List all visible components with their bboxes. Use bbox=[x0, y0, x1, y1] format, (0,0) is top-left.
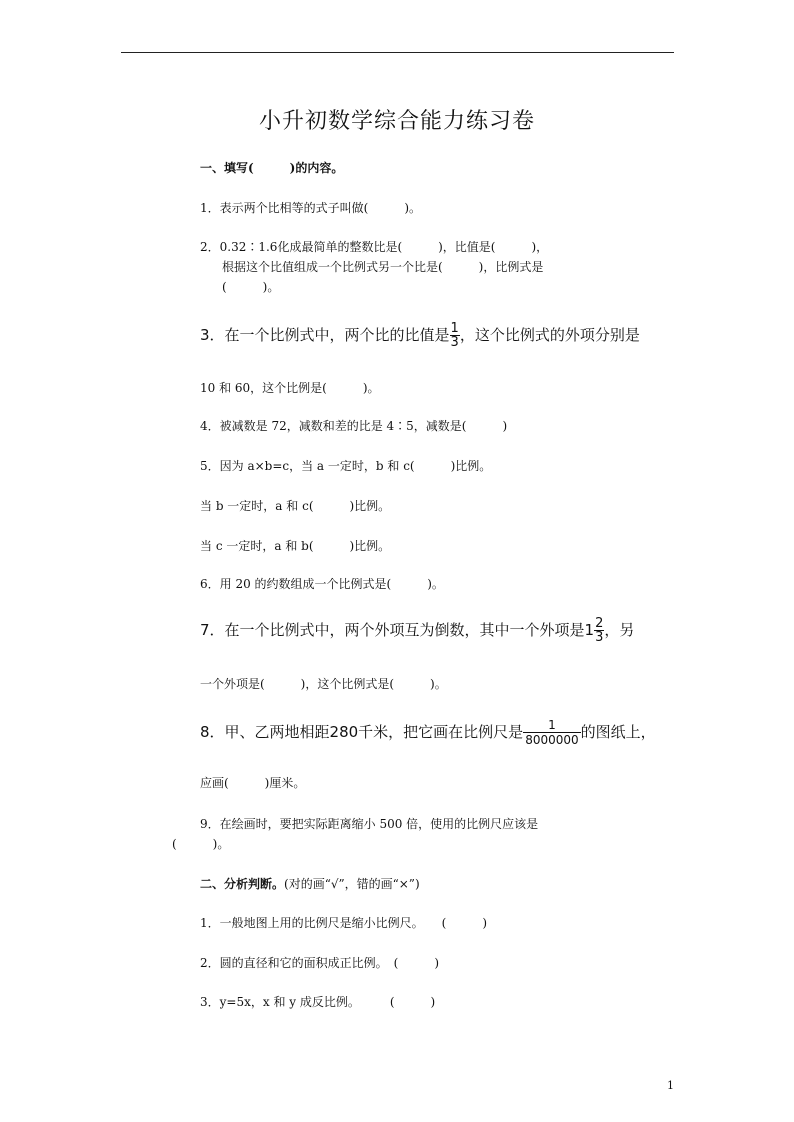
question-8-line-2: 应画( )厘米。 bbox=[200, 776, 306, 790]
section-1-heading: 一、填写( )的内容。 bbox=[200, 161, 344, 175]
section-2-instructions: (对的画“√”，错的画“×”) bbox=[284, 877, 420, 891]
question-3-line-2: 10 和 60，这个比例是( )。 bbox=[200, 381, 380, 395]
question-9-line-1: 9．在绘画时，要把实际距离缩小 500 倍，使用的比例尺应该是 bbox=[200, 817, 539, 831]
page-number: 1 bbox=[667, 1079, 674, 1092]
question-3-line-1 bbox=[200, 322, 640, 349]
header-rule bbox=[121, 52, 674, 53]
question-3-text-post: ，这个比例式的外项分别是 bbox=[459, 326, 640, 344]
question-7-text-post: ，另 bbox=[604, 621, 635, 639]
question-3-text-pre: 3．在一个比例式中，两个比的比值是 bbox=[200, 326, 450, 344]
question-1: 1．表示两个比相等的式子叫做( )。 bbox=[200, 201, 421, 215]
question-2-line-3: ( )。 bbox=[222, 280, 280, 294]
fraction-scale bbox=[523, 718, 580, 747]
mixed-number-whole: 1 bbox=[584, 621, 595, 639]
judgement-2: 2．圆的直径和它的面积成正比例。 ( ) bbox=[200, 956, 439, 970]
question-8-text-post: 的图纸上， bbox=[580, 723, 656, 741]
page-title: 小升初数学综合能力练习卷 bbox=[258, 109, 535, 134]
fraction-denominator: 3 bbox=[450, 335, 459, 350]
section-2-heading bbox=[200, 877, 420, 891]
question-5-line-1: 5．因为 a×b=c，当 a 一定时，b 和 c( )比例。 bbox=[200, 459, 492, 473]
fraction-two-thirds bbox=[594, 617, 604, 644]
fraction-denominator: 8000000 bbox=[525, 733, 579, 747]
question-7-line-2: 一个外项是( )，这个比例式是( )。 bbox=[200, 677, 447, 691]
fraction-denominator: 3 bbox=[595, 630, 604, 645]
question-7-text-pre: 7．在一个比例式中，两个外项互为倒数，其中一个外项是 bbox=[200, 621, 585, 639]
question-2-line-1: 2．0.32∶1.6化成最简单的整数比是( )，比值是( )， bbox=[200, 240, 549, 254]
question-8-text-pre: 8．甲、乙两地相距280千米，把它画在比例尺是 bbox=[200, 723, 524, 741]
fraction-numerator: 2 bbox=[595, 616, 604, 631]
question-2-line-2: 根据这个比值组成一个比例式另一个比是( )，比例式是 bbox=[222, 260, 544, 274]
judgement-3: 3．y=5x，x 和 y 成反比例。 ( ) bbox=[200, 995, 436, 1009]
question-5-line-3: 当 c 一定时，a 和 b( )比例。 bbox=[200, 539, 391, 553]
question-5-line-2: 当 b 一定时，a 和 c( )比例。 bbox=[200, 499, 391, 513]
question-8-line-1 bbox=[200, 718, 656, 747]
fraction-numerator: 1 bbox=[450, 321, 459, 336]
question-4: 4．被减数是 72，减数和差的比是 4∶5，减数是( ) bbox=[200, 419, 508, 433]
fraction-numerator: 1 bbox=[548, 718, 556, 732]
question-7-line-1 bbox=[200, 617, 634, 644]
question-6: 6．用 20 的约数组成一个比例式是( )。 bbox=[200, 577, 444, 591]
question-9-line-2: ( )。 bbox=[172, 837, 230, 851]
fraction-one-third bbox=[450, 322, 460, 349]
section-2-title: 二、分析判断。 bbox=[200, 877, 285, 891]
judgement-1: 1．一般地图上用的比例尺是缩小比例尺。 ( ) bbox=[200, 916, 488, 930]
